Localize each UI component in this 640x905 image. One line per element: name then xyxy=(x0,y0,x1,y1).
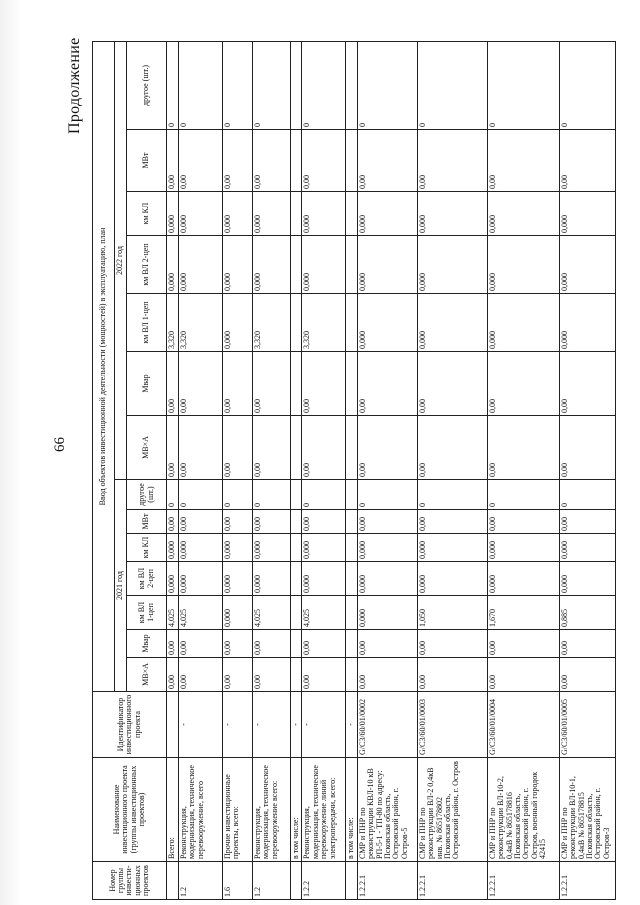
unit-header: км ВЛ 2-цеп xyxy=(127,236,167,294)
unit-header: МВ×А xyxy=(127,658,167,692)
row-id: G/C3/60/01/0005 xyxy=(559,692,615,758)
value-cell: 0,000 xyxy=(179,192,223,236)
value-cell: 0,00 xyxy=(253,352,291,416)
value-cell xyxy=(346,192,357,236)
value-cell: 0 xyxy=(487,480,559,510)
value-cell: 0 xyxy=(253,41,291,129)
value-cell: 0,00 xyxy=(487,630,559,658)
value-cell: 0 xyxy=(179,41,223,129)
value-cell: 0,00 xyxy=(179,658,223,692)
row-name: Реконструкция, модернизация, техническое перевооружение линий электропередачи, всего: xyxy=(302,758,346,862)
row-name: в том числе: xyxy=(346,758,357,862)
value-cell xyxy=(291,130,302,192)
value-cell: 0 xyxy=(487,41,559,129)
value-cell: 3,320 xyxy=(179,294,223,352)
value-cell: 0,00 xyxy=(179,630,223,658)
value-cell: 0,000 xyxy=(417,562,487,596)
value-cell: 0 xyxy=(223,480,253,510)
value-cell: 0 xyxy=(357,41,417,129)
value-cell: 0,000 xyxy=(302,192,346,236)
value-cell: 0,000 xyxy=(167,192,179,236)
value-cell: 0,00 xyxy=(357,630,417,658)
value-cell: 0,000 xyxy=(223,294,253,352)
row-name: Прочие инвестиционные проекты, всего: xyxy=(223,758,253,862)
row-id: - xyxy=(179,692,223,758)
row-id: - xyxy=(291,692,302,758)
row-id: - xyxy=(253,692,291,758)
commissioning-table xyxy=(92,41,616,900)
header-year-2021: 2021 год xyxy=(115,480,127,692)
row-id: - xyxy=(346,692,357,758)
header-commissioning: Ввод объектов инвестиционной деятельности (мощностей) в эксплуатацию, план xyxy=(93,41,115,691)
value-cell: 0,000 xyxy=(417,236,487,294)
value-cell: 0,00 xyxy=(357,130,417,192)
row-number: 1.6 xyxy=(223,862,253,900)
value-cell: 4,025 xyxy=(253,596,291,630)
value-cell: 0,000 xyxy=(559,562,615,596)
value-cell: 0,00 xyxy=(253,130,291,192)
scan-edge xyxy=(0,0,22,905)
value-cell: 0,000 xyxy=(223,192,253,236)
unit-header: другое (шт.) xyxy=(127,480,167,510)
table-row xyxy=(417,41,487,899)
value-cell xyxy=(346,596,357,630)
value-cell: 0,000 xyxy=(487,192,559,236)
value-cell: 0,00 xyxy=(487,352,559,416)
value-cell xyxy=(291,416,302,480)
table-body xyxy=(167,41,616,899)
value-cell: 0,00 xyxy=(223,352,253,416)
row-number: 1.2.2.1 xyxy=(417,862,487,900)
value-cell: 0,00 xyxy=(223,658,253,692)
row-name: Реконструкция, модернизация, техническое перевооружение всего: xyxy=(253,758,291,862)
value-cell: 0,00 xyxy=(357,352,417,416)
value-cell: 0,00 xyxy=(417,510,487,534)
row-number: 1.2.2.1 xyxy=(487,862,559,900)
value-cell: 0,00 xyxy=(179,130,223,192)
value-cell: 0 xyxy=(253,480,291,510)
value-cell: 0,00 xyxy=(559,510,615,534)
value-cell: 0,000 xyxy=(559,534,615,562)
value-cell: 0,00 xyxy=(167,510,179,534)
unit-header: км ВЛ 2-цеп xyxy=(127,562,167,596)
value-cell: 0,885 xyxy=(559,596,615,630)
value-cell xyxy=(346,236,357,294)
value-cell: 0,00 xyxy=(179,352,223,416)
page-number: 66 xyxy=(52,437,68,452)
value-cell: 0,00 xyxy=(559,630,615,658)
value-cell: 0,00 xyxy=(167,416,179,480)
value-cell: 0,00 xyxy=(167,130,179,192)
value-cell: 0,000 xyxy=(179,236,223,294)
value-cell: 0,000 xyxy=(487,562,559,596)
value-cell: 0,00 xyxy=(357,416,417,480)
value-cell: 0,00 xyxy=(559,658,615,692)
value-cell: 0,000 xyxy=(417,294,487,352)
value-cell: 3,320 xyxy=(167,294,179,352)
value-cell: 0,00 xyxy=(487,130,559,192)
header-year-2022: 2022 год xyxy=(115,41,127,479)
unit-header: км КЛ xyxy=(127,192,167,236)
table-row xyxy=(253,41,291,899)
value-cell: 0,00 xyxy=(417,416,487,480)
value-cell xyxy=(291,236,302,294)
value-cell: 0,00 xyxy=(487,658,559,692)
value-cell: 0,00 xyxy=(253,416,291,480)
value-cell: 0,00 xyxy=(357,510,417,534)
rotated-table-wrapper xyxy=(92,42,612,900)
value-cell: 0,000 xyxy=(559,192,615,236)
value-cell: 0,000 xyxy=(357,192,417,236)
value-cell: 0,00 xyxy=(223,630,253,658)
value-cell: 0,00 xyxy=(179,416,223,480)
row-id: G/C3/60/01/0003 xyxy=(417,692,487,758)
row-number: 1.2 xyxy=(253,862,291,900)
value-cell: 0,00 xyxy=(417,658,487,692)
header-name: Наименование инвестиционного проекта (группы инвестиционных проектов) xyxy=(93,758,167,862)
unit-header: км ВЛ 1-цеп xyxy=(127,294,167,352)
value-cell: 0,00 xyxy=(417,630,487,658)
value-cell: 0,000 xyxy=(302,562,346,596)
value-cell: 3,320 xyxy=(253,294,291,352)
value-cell xyxy=(346,630,357,658)
value-cell: 0,000 xyxy=(223,596,253,630)
value-cell xyxy=(346,41,357,129)
row-id: - xyxy=(223,692,253,758)
value-cell: 0 xyxy=(167,480,179,510)
value-cell: 0,000 xyxy=(559,294,615,352)
value-cell xyxy=(291,658,302,692)
table-row xyxy=(357,41,417,899)
row-id xyxy=(167,692,179,758)
value-cell: 0,00 xyxy=(253,658,291,692)
value-cell xyxy=(346,416,357,480)
unit-header: МВт xyxy=(127,130,167,192)
value-cell: 0,000 xyxy=(223,236,253,294)
value-cell xyxy=(291,352,302,416)
value-cell: 0,000 xyxy=(223,534,253,562)
value-cell: 0,000 xyxy=(302,236,346,294)
row-name: Всего: xyxy=(167,758,179,862)
unit-header: км ВЛ 1-цеп xyxy=(127,596,167,630)
value-cell: 0,00 xyxy=(357,658,417,692)
value-cell: 0,000 xyxy=(357,534,417,562)
value-cell: 0 xyxy=(167,41,179,129)
row-name: СМР и ПНР по реконструкции ВЛ-10-2, 0,4кВ № 865178816 Псковская область, Островский район, г. Остров, военный городок 42415 xyxy=(487,758,559,862)
unit-header: Мвар xyxy=(127,352,167,416)
header-number: Номер группы инвести-ционных проектов xyxy=(93,862,167,900)
row-number: 1.2.2 xyxy=(302,862,346,900)
value-cell: 0,000 xyxy=(179,534,223,562)
table-row xyxy=(179,41,223,899)
value-cell: 3,320 xyxy=(302,294,346,352)
table-row xyxy=(487,41,559,899)
value-cell: 0,000 xyxy=(167,562,179,596)
value-cell xyxy=(346,658,357,692)
value-cell: 1,670 xyxy=(487,596,559,630)
value-cell: 0,00 xyxy=(179,510,223,534)
value-cell: 0,000 xyxy=(357,236,417,294)
value-cell: 0 xyxy=(417,480,487,510)
header-id: Идентификатор инвестиционного проекта xyxy=(93,692,167,758)
row-number xyxy=(346,862,357,900)
value-cell: 0,000 xyxy=(487,294,559,352)
value-cell: 0,000 xyxy=(559,236,615,294)
row-name: в том числе: xyxy=(291,758,302,862)
value-cell: 0,000 xyxy=(357,596,417,630)
row-number xyxy=(291,862,302,900)
value-cell: 0,00 xyxy=(167,630,179,658)
value-cell: 0,000 xyxy=(357,562,417,596)
value-cell: 0,000 xyxy=(179,562,223,596)
value-cell: 0 xyxy=(417,41,487,129)
unit-header: МВт xyxy=(127,510,167,534)
value-cell: 0,00 xyxy=(417,352,487,416)
value-cell xyxy=(291,534,302,562)
row-id: G/C3/60/01/0004 xyxy=(487,692,559,758)
continuation-label: Продолжение xyxy=(66,37,83,134)
unit-header: МВ×А xyxy=(127,416,167,480)
value-cell: 0,00 xyxy=(487,510,559,534)
row-name: СМР и ПНР по реконструкции ВЛ-2 0,4кВ инв. № 865178802 Псковская область, Островский район, г. Остров xyxy=(417,758,487,862)
value-cell xyxy=(291,562,302,596)
value-cell: 0,00 xyxy=(167,352,179,416)
value-cell: 0,00 xyxy=(302,510,346,534)
table-row xyxy=(291,41,302,899)
row-id: - xyxy=(302,692,346,758)
value-cell: 4,025 xyxy=(179,596,223,630)
value-cell: 1,050 xyxy=(417,596,487,630)
unit-header: другое (шт.) xyxy=(127,41,167,129)
value-cell xyxy=(346,352,357,416)
table-row xyxy=(167,41,179,899)
row-number: 1.2 xyxy=(179,862,223,900)
row-id: G/C3/60/01/0002 xyxy=(357,692,417,758)
row-number: 1.2.2.1 xyxy=(559,862,615,900)
value-cell: 0,00 xyxy=(302,658,346,692)
value-cell: 0,000 xyxy=(167,236,179,294)
value-cell xyxy=(291,192,302,236)
value-cell xyxy=(291,480,302,510)
value-cell: 0,00 xyxy=(559,130,615,192)
value-cell: 4,025 xyxy=(302,596,346,630)
value-cell xyxy=(291,510,302,534)
value-cell: 0,00 xyxy=(223,130,253,192)
value-cell xyxy=(346,480,357,510)
value-cell: 0,000 xyxy=(417,534,487,562)
value-cell: 0,00 xyxy=(253,630,291,658)
value-cell xyxy=(346,294,357,352)
value-cell xyxy=(291,294,302,352)
value-cell: 0,000 xyxy=(417,192,487,236)
value-cell xyxy=(346,130,357,192)
value-cell: 0,000 xyxy=(253,562,291,596)
value-cell xyxy=(291,41,302,129)
value-cell: 0,000 xyxy=(223,562,253,596)
row-number xyxy=(167,862,179,900)
value-cell: 0,00 xyxy=(223,416,253,480)
table-row xyxy=(223,41,253,899)
value-cell: 0,000 xyxy=(167,534,179,562)
value-cell: 0 xyxy=(559,41,615,129)
value-cell: 4,025 xyxy=(167,596,179,630)
value-cell: 0 xyxy=(223,41,253,129)
value-cell: 0,00 xyxy=(302,416,346,480)
value-cell: 0,00 xyxy=(487,416,559,480)
value-cell: 0,00 xyxy=(167,658,179,692)
value-cell: 0,00 xyxy=(302,130,346,192)
unit-header: Мвар xyxy=(127,630,167,658)
row-name: СМР и ПНР по реконструкции КВЛ-10 кВ РП-5-1 - ТП-80 по адресу: Псковская область, Островский район, г. Остров-5 xyxy=(357,758,417,862)
value-cell: 0,000 xyxy=(253,236,291,294)
value-cell: 0,00 xyxy=(302,352,346,416)
value-cell: 0,000 xyxy=(302,534,346,562)
value-cell: 0,00 xyxy=(223,510,253,534)
table-row xyxy=(302,41,346,899)
value-cell: 0,00 xyxy=(559,352,615,416)
value-cell: 0 xyxy=(302,480,346,510)
value-cell: 0,000 xyxy=(357,294,417,352)
table-row xyxy=(346,41,357,899)
unit-header: км КЛ xyxy=(127,534,167,562)
value-cell: 0,000 xyxy=(487,236,559,294)
value-cell xyxy=(291,630,302,658)
value-cell: 0 xyxy=(357,480,417,510)
row-name: Реконструкция, модернизация, техническое перевооружение, всего xyxy=(179,758,223,862)
value-cell: 0,000 xyxy=(487,534,559,562)
value-cell: 0,00 xyxy=(253,510,291,534)
table-row xyxy=(559,41,615,899)
value-cell xyxy=(346,562,357,596)
row-number: 1.2.2.1 xyxy=(357,862,417,900)
value-cell xyxy=(291,596,302,630)
value-cell: 0 xyxy=(559,480,615,510)
value-cell: 0 xyxy=(302,41,346,129)
value-cell: 0,000 xyxy=(253,192,291,236)
row-name: СМР и ПНР по реконструкции ВЛ-10-1, 0,4кВ № 865178815 Псковская область, Островский район, г. Остров-3 xyxy=(559,758,615,862)
value-cell xyxy=(346,534,357,562)
value-cell: 0,00 xyxy=(417,130,487,192)
value-cell: 0,00 xyxy=(302,630,346,658)
value-cell: 0 xyxy=(179,480,223,510)
value-cell: 0,000 xyxy=(253,534,291,562)
value-cell xyxy=(346,510,357,534)
value-cell: 0,00 xyxy=(559,416,615,480)
